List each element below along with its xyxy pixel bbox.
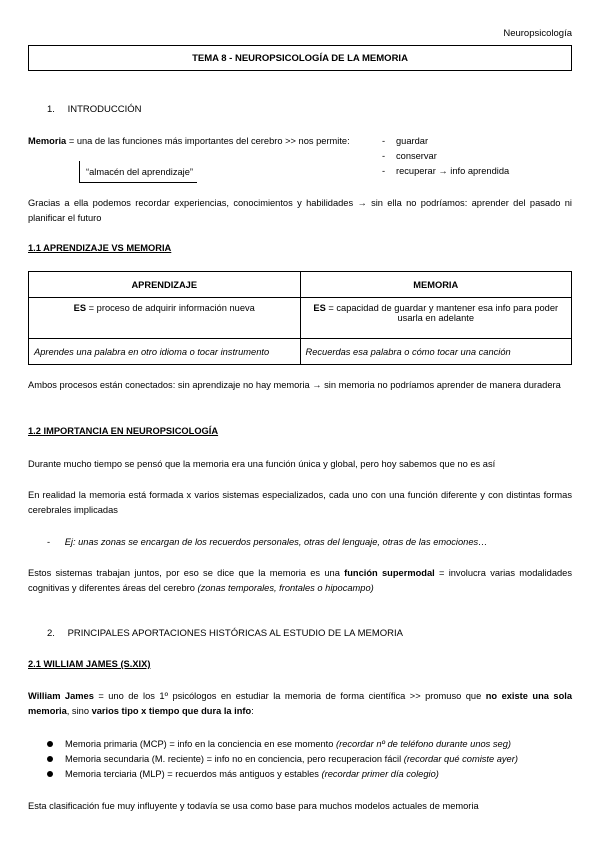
table-cell-def-aprendizaje [29,298,301,339]
bullet-icon [47,771,53,777]
william-james-name: William James [28,691,94,701]
wj-text-f: : [251,706,254,716]
supermodal-text-c: = involucra varias modalidades cognitivas y diferentes áreas del cerebro [28,568,572,593]
supermodal-text-a: Estos sistemas trabajan juntos, por eso se dice que la memoria es una [28,568,345,578]
course-header: Neuropsicología [503,28,572,39]
table-header-memoria: MEMORIA [300,272,572,298]
memoria-term: Memoria [28,136,67,146]
aprendizaje-memoria-table [28,271,572,365]
gracias-paragraph: Gracias a ella podemos recordar experiencias, conocimientos y habilidades → sin ella no podríamos: aprender del pasado ni planificar el futuro [28,198,572,223]
bullet-note: (recordar primer día colegio) [321,769,439,779]
memory-types-list [47,737,572,782]
section-1-title: INTRODUCCIÓN [67,104,142,115]
william-james-paragraph [28,689,572,719]
example-item [47,535,487,550]
bullet-main: Memoria primaria (MCP) = info en la conciencia en ese momento [65,739,337,749]
subsection-2-1-title: 2.1 WILLIAM JAMES (S.XIX) [28,659,151,669]
classification-paragraph: Esta clasificación fue muy influyente y todavía se usa como base para muchos modelos actuales de memoria [28,801,479,811]
document-title-text: TEMA 8 - NEUROPSICOLOGÍA DE LA MEMORIA [192,52,408,64]
es-label: ES [313,303,326,313]
memoria-functions-list [396,134,509,179]
def-memoria-text: = capacidad de guardar y mantener esa info para poder usarla en adelante [325,303,559,323]
wj-text-e: varios tipo x tiempo que dura la info [91,706,252,716]
wj-text-c: no existe una sola memoria [28,691,573,716]
bullet-text [65,752,518,767]
subsection-1-1-title: 1.1 APRENDIZAJE VS MEMORIA [28,243,172,253]
almacen-annotation: “almacén del aprendizaje” [79,161,197,183]
document-title [28,45,572,71]
supermodal-areas: (zonas temporales, frontales o hipocampo) [197,583,374,593]
list-item [47,737,572,752]
example-text: Ej: unas zonas se encargan de los recuerdos personales, otras del lenguaje, otras de las emociones… [64,537,488,547]
memoria-functions-dashes [382,134,385,179]
def-aprendizaje-text: = proceso de adquirir información nueva [86,303,255,313]
bullet-main: Memoria terciaria (MLP) = recuerdos más antiguos y estables [65,769,322,779]
table-row [29,298,572,339]
paragraph-supermodal [28,566,572,596]
list-item [47,752,572,767]
table-cell-ex-memoria: Recuerdas esa palabra o cómo tocar una canción [300,339,572,365]
table-header-row [29,272,572,298]
section-1-number: 1. [47,104,55,115]
table-cell-ex-aprendizaje: Aprendes una palabra en otro idioma o tocar instrumento [29,339,301,365]
conclusion-paragraph: Ambos procesos están conectados: sin aprendizaje no hay memoria → sin memoria no podríamos aprender de manera duradera [28,380,561,390]
bullet-text [65,737,511,752]
section-1-heading [47,104,141,115]
wj-text-d: , sino [66,706,92,716]
dash: - [47,537,51,547]
memoria-def-text: = una de las funciones más importantes del cerebro >> nos permite: [66,136,350,146]
section-2-heading [47,628,403,639]
dash: - [382,136,386,146]
list-item: conservar [396,151,437,161]
bullet-icon [47,756,53,762]
bullet-note: (recordar nº de teléfono durante unos seg) [336,739,511,749]
section-2-number: 2. [47,628,55,639]
bullet-icon [47,741,53,747]
list-item: recuperar → info aprendida [396,166,510,176]
es-label: ES [73,303,87,313]
paragraph-systems: En realidad la memoria está formada x varios sistemas especializados, cada uno con una función diferente y con distintas formas cerebrales implicadas [28,490,572,515]
bullet-note: (recordar qué comiste ayer) [403,754,518,764]
dash: - [382,151,386,161]
section-2-title: PRINCIPALES APORTACIONES HISTÓRICAS AL ESTUDIO DE LA MEMORIA [67,628,403,639]
list-item: guardar [396,136,429,146]
wj-text-b: = uno de los 1º psicólogos en estudiar la memoria de forma científica >> promuso que [93,691,486,701]
paragraph-global-function: Durante mucho tiempo se pensó que la memoria era una función única y global, pero hoy sabemos que no es así [28,459,496,469]
table-row [29,339,572,365]
memoria-definition [28,134,350,149]
bullet-main: Memoria secundaria (M. reciente) = info no en conciencia, pero recuperacion fácil [65,754,404,764]
table-cell-def-memoria [300,298,572,339]
list-item [47,767,572,782]
dash: - [382,166,386,176]
supermodal-term: función supermodal [344,568,435,578]
bullet-text [65,767,439,782]
subsection-1-2-title: 1.2 IMPORTANCIA EN NEUROPSICOLOGÍA [28,426,219,436]
table-header-aprendizaje: APRENDIZAJE [29,272,301,298]
